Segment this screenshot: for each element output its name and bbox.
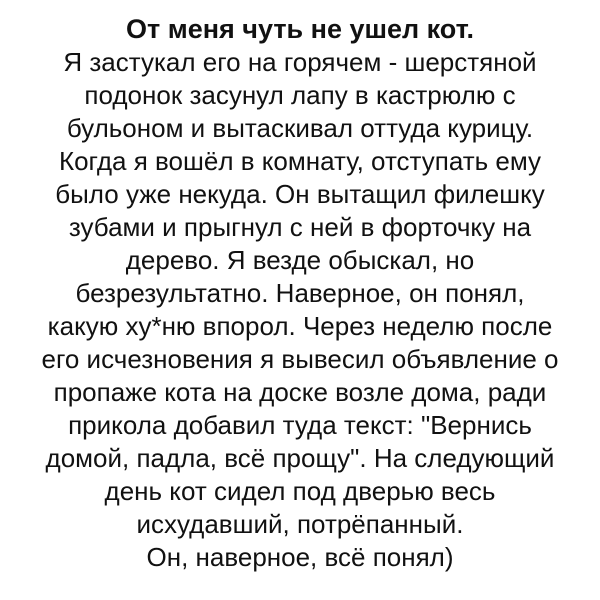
post-line: исхудавший, потрёпанный.	[136, 509, 464, 539]
post-line: зубами и прыгнул с ней в форточку на	[68, 212, 532, 242]
post-line: его исчезновения я вывесил объявление о	[41, 344, 559, 374]
post-line: дерево. Я везде обыскал, но	[125, 245, 475, 275]
post-line: подонок засунул лапу в кастрюлю с	[84, 80, 516, 110]
post-line: Когда я вошёл в комнату, отступать ему	[58, 146, 542, 176]
post-line: Он, наверное, всё понял)	[146, 542, 454, 572]
post-line: домой, падла, всё прощу". На следующий	[45, 443, 555, 473]
post-line: бульоном и вытаскивал оттуда курицу.	[66, 113, 534, 143]
post-line: пропаже кота на доске возле дома, ради	[53, 377, 547, 407]
post-line: было уже некуда. Он вытащил филешку	[55, 179, 545, 209]
post-line: какую ху*ню впорол. Через неделю после	[47, 311, 553, 341]
post-title: От меня чуть не ушел кот.	[126, 14, 474, 44]
post-line: день кот сидел под дверью весь	[104, 476, 496, 506]
post-line: Я застукал его на горячем - шерстяной	[63, 47, 537, 77]
post-line: безрезультатно. Наверное, он понял,	[75, 278, 525, 308]
post-line: прикола добавил туда текст: "Вернись	[68, 410, 532, 440]
